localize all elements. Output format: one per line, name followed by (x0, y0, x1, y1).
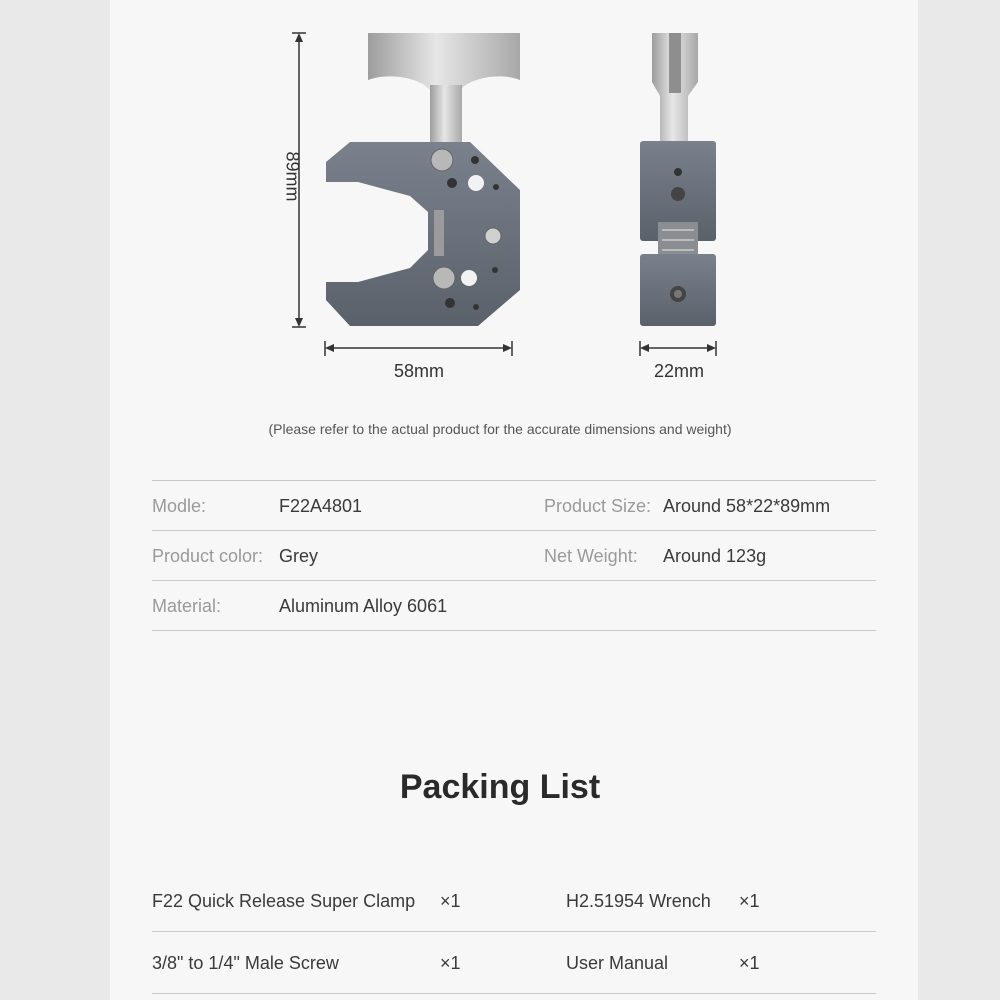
spec-key: Product Size: (544, 496, 652, 516)
depth-dimension-line (640, 341, 716, 356)
spec-value: F22A4801 (279, 496, 363, 516)
spec-value: Around 123g (663, 546, 767, 566)
spec-key: Product color: (152, 546, 264, 566)
spec-value: Around 58*22*89mm (663, 496, 831, 516)
spec-key: Modle: (152, 496, 207, 516)
spec-row (152, 580, 876, 631)
spec-value: Aluminum Alloy 6061 (279, 596, 448, 616)
item-quantity: ×1 (739, 953, 760, 973)
packing-list-title: Packing List (399, 768, 601, 806)
item-quantity: ×1 (440, 891, 461, 911)
spec-key: Net Weight: (544, 546, 638, 566)
spec-key: Material: (152, 596, 222, 616)
spec-table (152, 480, 876, 631)
item-name: H2.51954 Wrench (566, 891, 711, 911)
list-item (152, 932, 876, 994)
dimensions-note: (Please refer to the actual product for the accurate dimensions and weight) (268, 421, 732, 437)
item-quantity: ×1 (440, 953, 461, 973)
spec-value: Grey (279, 546, 319, 566)
item-name: F22 Quick Release Super Clamp (152, 891, 416, 911)
depth-label: 22mm (653, 361, 704, 381)
spec-row (152, 530, 876, 580)
item-name: User Manual (566, 953, 669, 973)
clamp-front-view (326, 33, 520, 326)
width-label: 58mm (393, 361, 444, 381)
product-diagram (0, 0, 1000, 400)
item-quantity: ×1 (739, 891, 760, 911)
width-dimension-line (325, 341, 512, 356)
packing-list (152, 870, 876, 994)
item-name: 3/8" to 1/4" Male Screw (152, 953, 339, 973)
height-label: 89mm (282, 151, 303, 202)
list-item (152, 870, 876, 932)
spec-row (152, 480, 876, 530)
clamp-side-view (640, 33, 716, 326)
